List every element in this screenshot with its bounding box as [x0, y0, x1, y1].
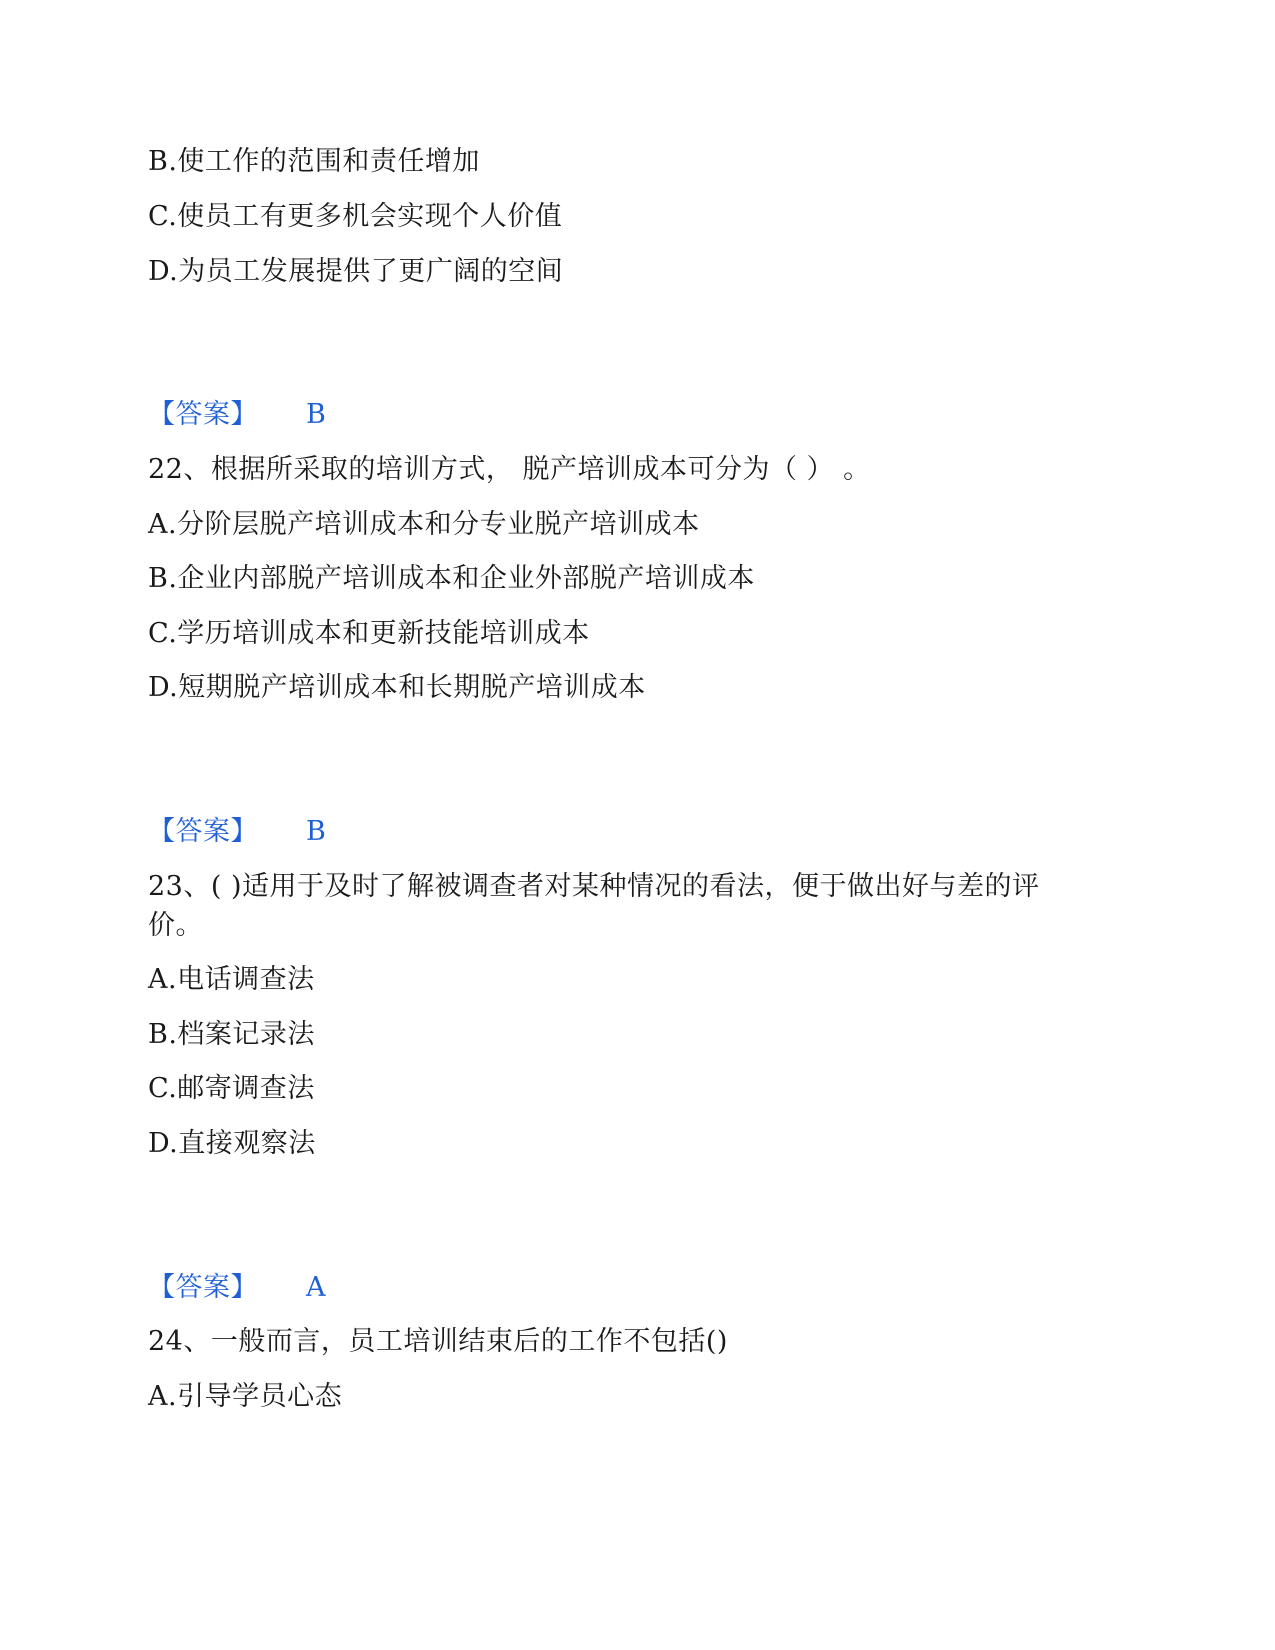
- q23-question-line1: 23、( )适用于及时了解被调查者对某种情况的看法，便于做出好与差的评: [148, 871, 1040, 902]
- q23-question-line2: 价。: [148, 910, 203, 941]
- q21-answer-row: [148, 395, 326, 435]
- answer-value: B: [306, 816, 327, 847]
- q22-question: 22、根据所采取的培训方式， 脱产培训成本可分为（ ） 。: [148, 454, 871, 485]
- q22-option-a: A.分阶层脱产培训成本和分专业脱产培训成本: [148, 509, 700, 540]
- q22-answer-row: [148, 812, 326, 852]
- q24-option-a: A.引导学员心态: [148, 1381, 343, 1412]
- q23-answer-row: [148, 1268, 326, 1308]
- q23-option-d: D.直接观察法: [148, 1128, 316, 1159]
- q21-option-d: D.为员工发展提供了更广阔的空间: [148, 256, 564, 287]
- q22-option-c: C.学历培训成本和更新技能培训成本: [148, 618, 590, 649]
- q23-option-b: B.档案记录法: [148, 1019, 315, 1050]
- answer-value: B: [306, 399, 327, 430]
- q24-question: 24、一般而言，员工培训结束后的工作不包括(): [148, 1326, 728, 1357]
- answer-label: 【答案】: [148, 816, 258, 847]
- answer-label: 【答案】: [148, 399, 258, 430]
- q22-option-b: B.企业内部脱产培训成本和企业外部脱产培训成本: [148, 563, 755, 594]
- q21-option-c: C.使员工有更多机会实现个人价值: [148, 201, 563, 232]
- answer-value: A: [306, 1272, 326, 1303]
- q23-option-a: A.电话调查法: [148, 964, 315, 995]
- q21-option-b: B.使工作的范围和责任增加: [148, 146, 480, 177]
- answer-label: 【答案】: [148, 1272, 258, 1303]
- q22-option-d: D.短期脱产培训成本和长期脱产培训成本: [148, 672, 646, 703]
- q23-option-c: C.邮寄调查法: [148, 1073, 315, 1104]
